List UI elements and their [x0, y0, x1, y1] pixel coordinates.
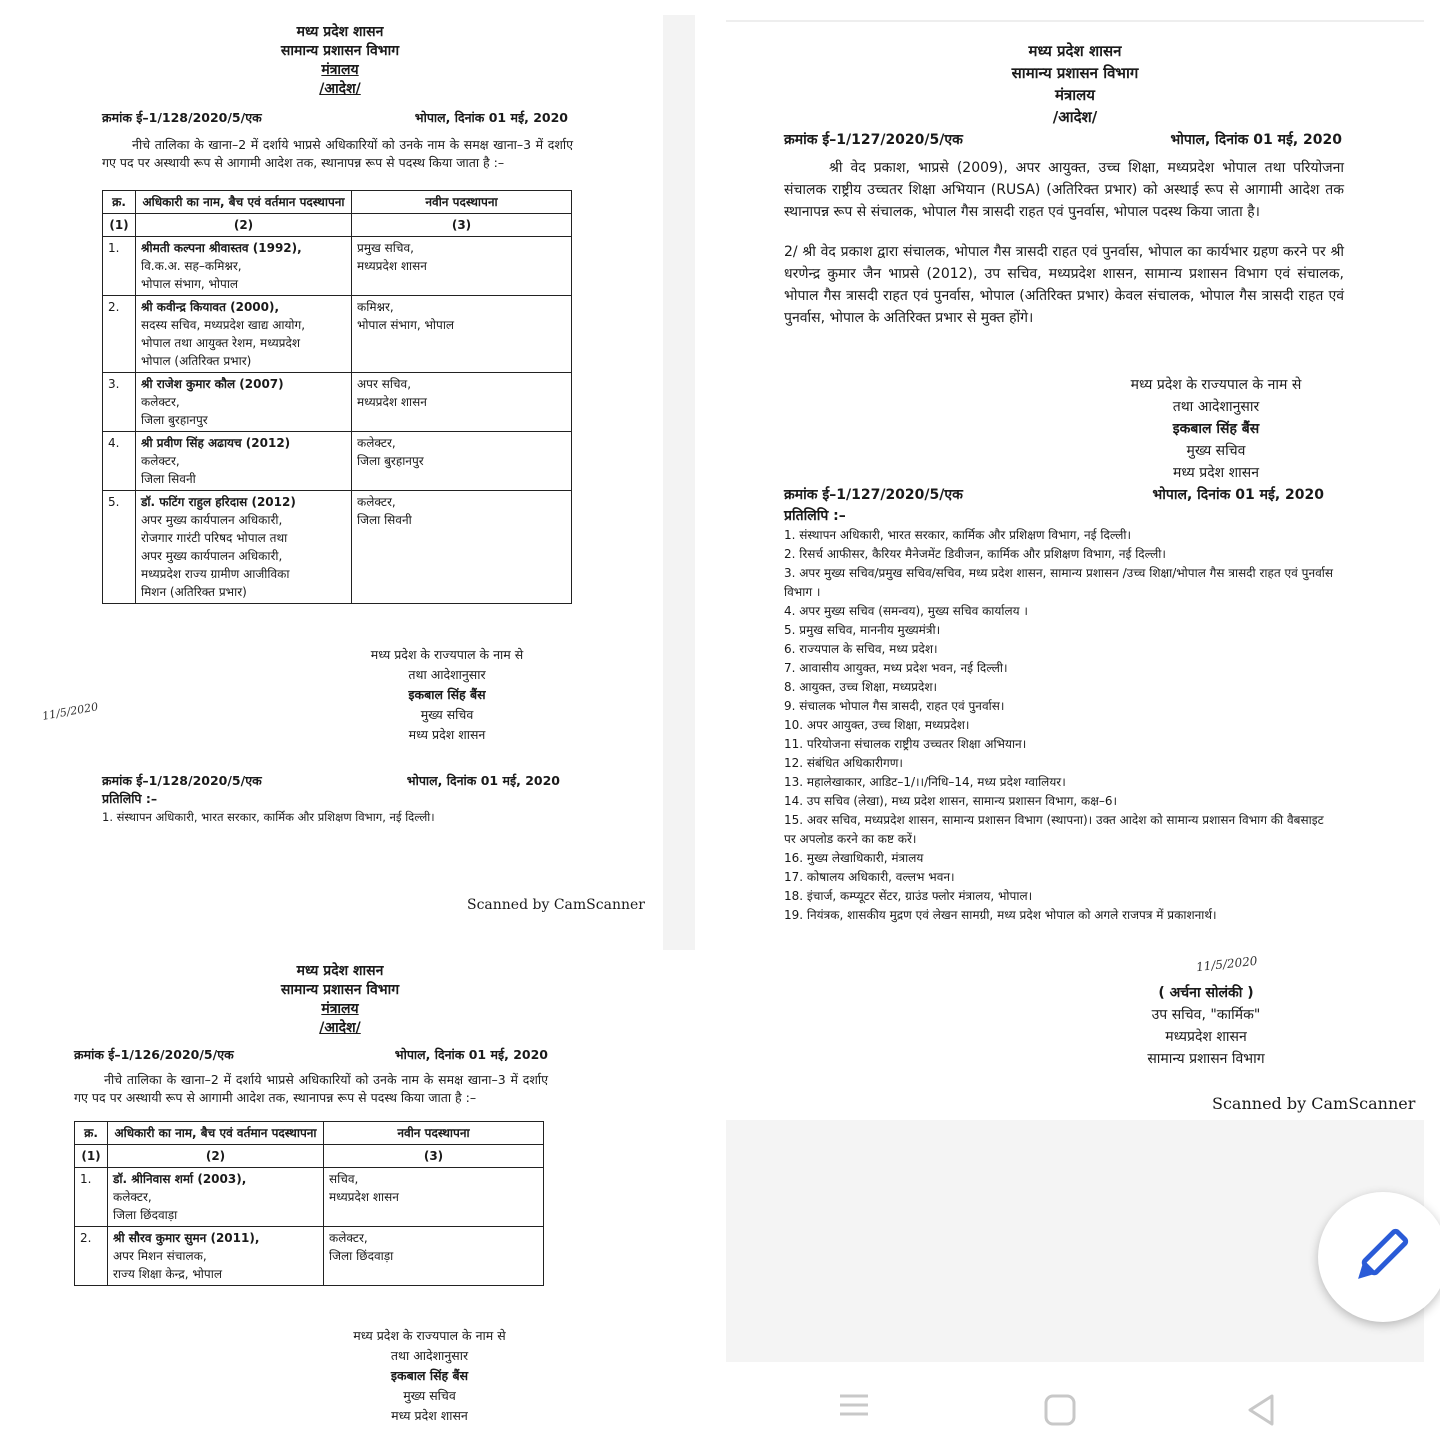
officer-name: श्री राजेश कुमार कौल (2007) [141, 377, 284, 391]
page-gap [663, 15, 695, 950]
order-date: भोपाल, दिनांक 01 मई, 2020 [394, 1047, 548, 1062]
mantralaya-title: मंत्रालय [1054, 86, 1095, 104]
order-intro: नीचे तालिका के खाना–2 में दर्शाये भाप्रसे अधिकारियों को उनके नाम के समक्ष खाना–3 में दर्शाए गए पद पर अस्थायी रूप से आगामी आदेश तक, स्थानापन्न रूप से पदस्थ किया जाता है :– [74, 1072, 548, 1105]
copy-list-item: 7. आवासीय आयुक्त, मध्य प्रदेश भवन, नई दिल्ली। [784, 661, 1008, 675]
govt-title: मध्य प्रदेश शासन [1028, 42, 1122, 60]
row-new-posting: अपर सचिव, मध्यप्रदेश शासन [352, 373, 572, 432]
order-intro: नीचे तालिका के खाना–2 में दर्शाये भाप्रसे अधिकारियों को उनके नाम के समक्ष खाना–3 में दर्शाए गए पद पर अस्थायी रूप से आगामी आदेश तक, स्थानापन्न रूप से पदस्थ किया जाता है :– [102, 137, 573, 170]
govt-title: मध्य प्रदेश शासन [296, 963, 384, 979]
sign-line-1: मध्य प्रदेश के राज्यपाल के नाम से [370, 647, 524, 662]
system-nav-bar [726, 1362, 1424, 1440]
row-serial: 1. [75, 1168, 108, 1227]
signatory-name: इकबाल सिंह बैंस [390, 1368, 469, 1383]
row-new-posting: कलेक्टर, जिला बुरहानपुर [352, 432, 572, 491]
signature-block [322, 1326, 537, 1426]
row-serial: 2. [103, 296, 136, 373]
order-reference [102, 109, 568, 126]
col-new-posting: नवीन पदस्थापना [324, 1122, 544, 1145]
order-paragraph-2: 2/ श्री वेद प्रकाश द्वारा संचालक, भोपाल गैस त्रासदी राहत एवं पुनर्वास, भोपाल का कार्यभार ग्रहण करने पर श्री धरणेन्द्र कुमार जैन भाप्रसे (2012), उप सचिव, मध्यप्रदेश शासन, सामान्य प्रशासन विभाग एवं संचालक, भोपाल गैस त्रासदी राहत एवं पुनर्वास, भोपाल (अतिरिक्त प्रभार) केवल संचालक, भोपाल गैस त्रासदी राहत एवं पुनर्वास, भोपाल के अतिरिक्त प्रभार से मुक्त होंगे। [784, 244, 1344, 326]
order-reference [784, 130, 1342, 149]
govt-title: मध्य प्रदेश शासन [296, 24, 384, 40]
sign-line-1: मध्य प्रदेश के राज्यपाल के नाम से [353, 1328, 506, 1343]
order-title: /आदेश/ [319, 1020, 361, 1036]
row-officer [108, 1168, 324, 1227]
officer-name: श्री सौरव कुमार सुमन (2011), [113, 1231, 260, 1245]
officer-designation: उप सचिव, "कार्मिक" [1151, 1007, 1261, 1023]
copy-date: भोपाल, दिनांक 01 मई, 2020 [1152, 487, 1324, 503]
copy-list-item: 3. अपर मुख्य सचिव/प्रमुख सचिव/सचिव, मध्य प्रदेश शासन, सामान्य प्रशासन /उच्च शिक्षा/भोपाल गैस त्रासदी राहत एवं पुनर्वास विभाग । [784, 566, 1334, 599]
signature-block [347, 645, 547, 745]
officer-current-posting: अपर मिशन संचालक, राज्य शिक्षा केन्द्र, भोपाल [113, 1249, 222, 1281]
document-page-3 [17, 962, 663, 1440]
document-page-2 [726, 20, 1424, 1122]
copy-list-item: 8. आयुक्त, उच्च शिक्षा, मध्यप्रदेश। [784, 680, 938, 694]
signatory-govt: मध्य प्रदेश शासन [1173, 465, 1259, 481]
signatory-designation: मुख्य सचिव [403, 1388, 456, 1403]
copy-list [784, 526, 1339, 925]
officer-name: डॉ. फटिंग राहुल हरिदास (2012) [141, 495, 296, 509]
copy-reference [102, 772, 560, 789]
order-paragraph-1: श्री वेद प्रकाश, भाप्रसे (2009), अपर आयुक्त, उच्च शिक्षा, मध्यप्रदेश भोपाल तथा परियोजना संचालक राष्ट्रीय उच्चतर शिक्षा अभियान (RUSA) (अतिरिक्त प्रभार) को अस्थाई रूप से आगामी आदेश तक स्थानापन्न रूप से संचालक, भोपाल गैस त्रासदी राहत एवं पुनर्वास, भोपाल पदस्थ किया जाता है। [784, 160, 1344, 220]
table-row [75, 1168, 544, 1227]
table-row [103, 432, 572, 491]
officer-current-posting: कलेक्टर, जिला छिंदवाड़ा [113, 1190, 178, 1222]
copy-reference [784, 485, 1324, 504]
row-new-posting: सचिव, मध्यप्रदेश शासन [324, 1168, 544, 1227]
row-serial: 3. [103, 373, 136, 432]
edit-pencil-icon [1318, 1192, 1440, 1322]
row-new-posting: कलेक्टर, जिला छिंदवाड़ा [324, 1227, 544, 1286]
officer-dept: सामान्य प्रशासन विभाग [1147, 1051, 1265, 1067]
handwritten-date: 11/5/2020 [1195, 953, 1259, 975]
posting-table [102, 190, 572, 604]
row-new-posting: कलेक्टर, जिला सिवनी [352, 491, 572, 604]
order-number: क्रमांक ई–1/126/2020/5/एक [74, 1047, 234, 1062]
officer-name: श्रीमती कल्पना श्रीवास्तव (1992), [141, 241, 302, 255]
officer-current-posting: कलेक्टर, जिला सिवनी [141, 454, 196, 486]
signature-block [1096, 374, 1336, 484]
copy-list-item: 4. अपर मुख्य सचिव (समन्वय), मुख्य सचिव कार्यालय । [784, 604, 1028, 618]
row-officer [108, 1227, 324, 1286]
sign-line-2: तथा आदेशानुसार [1172, 399, 1260, 415]
mantralaya-title: मंत्रालय [321, 62, 359, 78]
col-num-2: (2) [136, 214, 352, 237]
copy-list-item: 14. उप सचिव (लेखा), मध्य प्रदेश शासन, सामान्य प्रशासन विभाग, कक्ष–6। [784, 794, 1118, 808]
row-officer [136, 491, 352, 604]
row-officer [136, 237, 352, 296]
copy-list-item: 13. महालेखाकार, आडिट–1/।।/निधि–14, मध्य प्रदेश ग्वालियर। [784, 775, 1066, 789]
copy-list-item: 19. नियंत्रक, शासकीय मुद्रण एवं लेखन सामग्री, मध्य प्रदेश भोपाल को अगले राजपत्र में प्रकाशनार्थ। [784, 908, 1217, 922]
table-row [103, 373, 572, 432]
signatory-name: इकबाल सिंह बैंस [1172, 421, 1260, 437]
table-row [103, 491, 572, 604]
row-new-posting: प्रमुख सचिव, मध्यप्रदेश शासन [352, 237, 572, 296]
row-serial: 1. [103, 237, 136, 296]
order-reference [74, 1046, 548, 1063]
col-num-1: (1) [103, 214, 136, 237]
col-serial: क्र. [103, 191, 136, 214]
copy-list-item: 15. अवर सचिव, मध्यप्रदेश शासन, सामान्य प्रशासन विभाग (स्थापना)। उक्त आदेश को सामान्य प्रशासन विभाग की वैबसाइट पर अपलोड करने का कष्ट करें। [784, 813, 1324, 846]
officer-current-posting: वि.क.अ. सह–कमिश्नर, भोपाल संभाग, भोपाल [141, 259, 242, 291]
sign-line-2: तथा आदेशानुसार [408, 667, 486, 682]
officer-current-posting: कलेक्टर, जिला बुरहानपुर [141, 395, 208, 427]
menu-icon[interactable] [836, 1390, 872, 1420]
copy-list-item: 18. इंचार्ज, कम्प्यूटर सेंटर, ग्राउंड फ्लोर मंत्रालय, भोपाल। [784, 889, 1033, 903]
back-icon[interactable] [1244, 1392, 1280, 1428]
home-icon[interactable] [1042, 1392, 1078, 1428]
copy-list-item: 17. कोषालय अधिकारी, वल्लभ भवन। [784, 870, 955, 884]
row-officer [136, 373, 352, 432]
copy-list-item: 12. संबंधित अधिकारीगण। [784, 756, 903, 770]
camscanner-watermark: Scanned by CamScanner [1212, 1094, 1416, 1113]
camscanner-watermark: Scanned by CamScanner [467, 897, 645, 913]
dept-title: सामान्य प्रशासन विभाग [280, 982, 400, 998]
officer-name: ( अर्चना सोलंकी ) [1158, 985, 1254, 1001]
col-num-1: (1) [75, 1145, 108, 1168]
row-officer [136, 432, 352, 491]
copy-list-item: 2. रिसर्च आफीसर, कैरियर मैनेजमेंट डिवीजन, कार्मिक और प्रशिक्षण विभाग, नई दिल्ली। [784, 547, 1166, 561]
order-title: /आदेश/ [319, 81, 361, 97]
table-row [103, 296, 572, 373]
col-num-3: (3) [324, 1145, 544, 1168]
table-row [75, 1227, 544, 1286]
signatory-govt: मध्य प्रदेश शासन [391, 1408, 468, 1423]
signatory-name: इकबाल सिंह बैंस [408, 687, 486, 702]
col-serial: क्र. [75, 1122, 108, 1145]
edit-fab-button[interactable] [1318, 1192, 1440, 1322]
col-num-3: (3) [352, 214, 572, 237]
copy-list-item: 11. परियोजना संचालक राष्ट्रीय उच्चतर शिक्षा अभियान। [784, 737, 1027, 751]
officer-current-posting: सदस्य सचिव, मध्यप्रदेश खाद्य आयोग, भोपाल तथा आयुक्त रेशम, मध्यप्रदेश भोपाल (अतिरिक्त प्रभार) [141, 318, 306, 368]
copy-list-item: 16. मुख्य लेखाधिकारी, मंत्रालय [784, 851, 924, 865]
copy-date: भोपाल, दिनांक 01 मई, 2020 [406, 773, 560, 788]
col-officer: अधिकारी का नाम, बैच एवं वर्तमान पदस्थापना [136, 191, 352, 214]
table-row [103, 237, 572, 296]
copy-list-item: 9. संचालक भोपाल गैस त्रासदी, राहत एवं पुनर्वास। [784, 699, 1005, 713]
officer-block [1121, 982, 1291, 1070]
signatory-designation: मुख्य सचिव [1186, 443, 1246, 459]
col-num-2: (2) [108, 1145, 324, 1168]
officer-govt: मध्यप्रदेश शासन [1165, 1029, 1247, 1045]
order-title: /आदेश/ [1052, 108, 1098, 126]
row-officer [136, 296, 352, 373]
copy-list-item: 1. संस्थापन अधिकारी, भारत सरकार, कार्मिक और प्रशिक्षण विभाग, नई दिल्ली। [784, 528, 1132, 542]
copy-list-item: 10. अपर आयुक्त, उच्च शिक्षा, मध्यप्रदेश। [784, 718, 970, 732]
officer-name: डॉ. श्रीनिवास शर्मा (2003), [113, 1172, 247, 1186]
document-page-1 [17, 15, 663, 923]
copy-list-item: 5. प्रमुख सचिव, माननीय मुख्यमंत्री। [784, 623, 941, 637]
row-serial: 2. [75, 1227, 108, 1286]
dept-title: सामान्य प्रशासन विभाग [1011, 64, 1139, 82]
copy-number: क्रमांक ई–1/127/2020/5/एक [784, 487, 963, 503]
row-serial: 4. [103, 432, 136, 491]
order-number: क्रमांक ई–1/127/2020/5/एक [784, 132, 963, 148]
copy-title: प्रतिलिपि :– [102, 791, 158, 806]
order-date: भोपाल, दिनांक 01 मई, 2020 [414, 110, 568, 125]
copy-title: प्रतिलिपि :– [784, 508, 846, 524]
sign-line-2: तथा आदेशानुसार [390, 1348, 469, 1363]
order-date: भोपाल, दिनांक 01 मई, 2020 [1170, 132, 1342, 148]
posting-table [74, 1121, 544, 1286]
signatory-govt: मध्य प्रदेश शासन [408, 727, 486, 742]
signatory-designation: मुख्य सचिव [420, 707, 474, 722]
row-serial: 5. [103, 491, 136, 604]
copy-list-item: 6. राज्यपाल के सचिव, मध्य प्रदेश। [784, 642, 938, 656]
sign-line-1: मध्य प्रदेश के राज्यपाल के नाम से [1130, 377, 1302, 393]
order-number: क्रमांक ई–1/128/2020/5/एक [102, 110, 262, 125]
dept-title: सामान्य प्रशासन विभाग [280, 43, 400, 59]
officer-current-posting: अपर मुख्य कार्यपालन अधिकारी, रोजगार गारंटी परिषद भोपाल तथा अपर मुख्य कार्यपालन अधिकारी, मध्यप्रदेश राज्य ग्रामीण आजीविका मिशन (अतिरिक्त प्रभार) [141, 513, 290, 599]
copy-number: क्रमांक ई–1/128/2020/5/एक [102, 773, 262, 788]
row-new-posting: कमिश्नर, भोपाल संभाग, भोपाल [352, 296, 572, 373]
officer-name: श्री कवीन्द्र कियावत (2000), [141, 300, 280, 314]
mantralaya-title: मंत्रालय [321, 1001, 359, 1017]
officer-name: श्री प्रवीण सिंह अढायच (2012) [141, 436, 291, 450]
col-new-posting: नवीन पदस्थापना [352, 191, 572, 214]
handwritten-date: 11/5/2020 [41, 700, 100, 723]
col-officer: अधिकारी का नाम, बैच एवं वर्तमान पदस्थापना [108, 1122, 324, 1145]
copy-item: 1. संस्थापन अधिकारी, भारत सरकार, कार्मिक और प्रशिक्षण विभाग, नई दिल्ली। [102, 810, 435, 824]
